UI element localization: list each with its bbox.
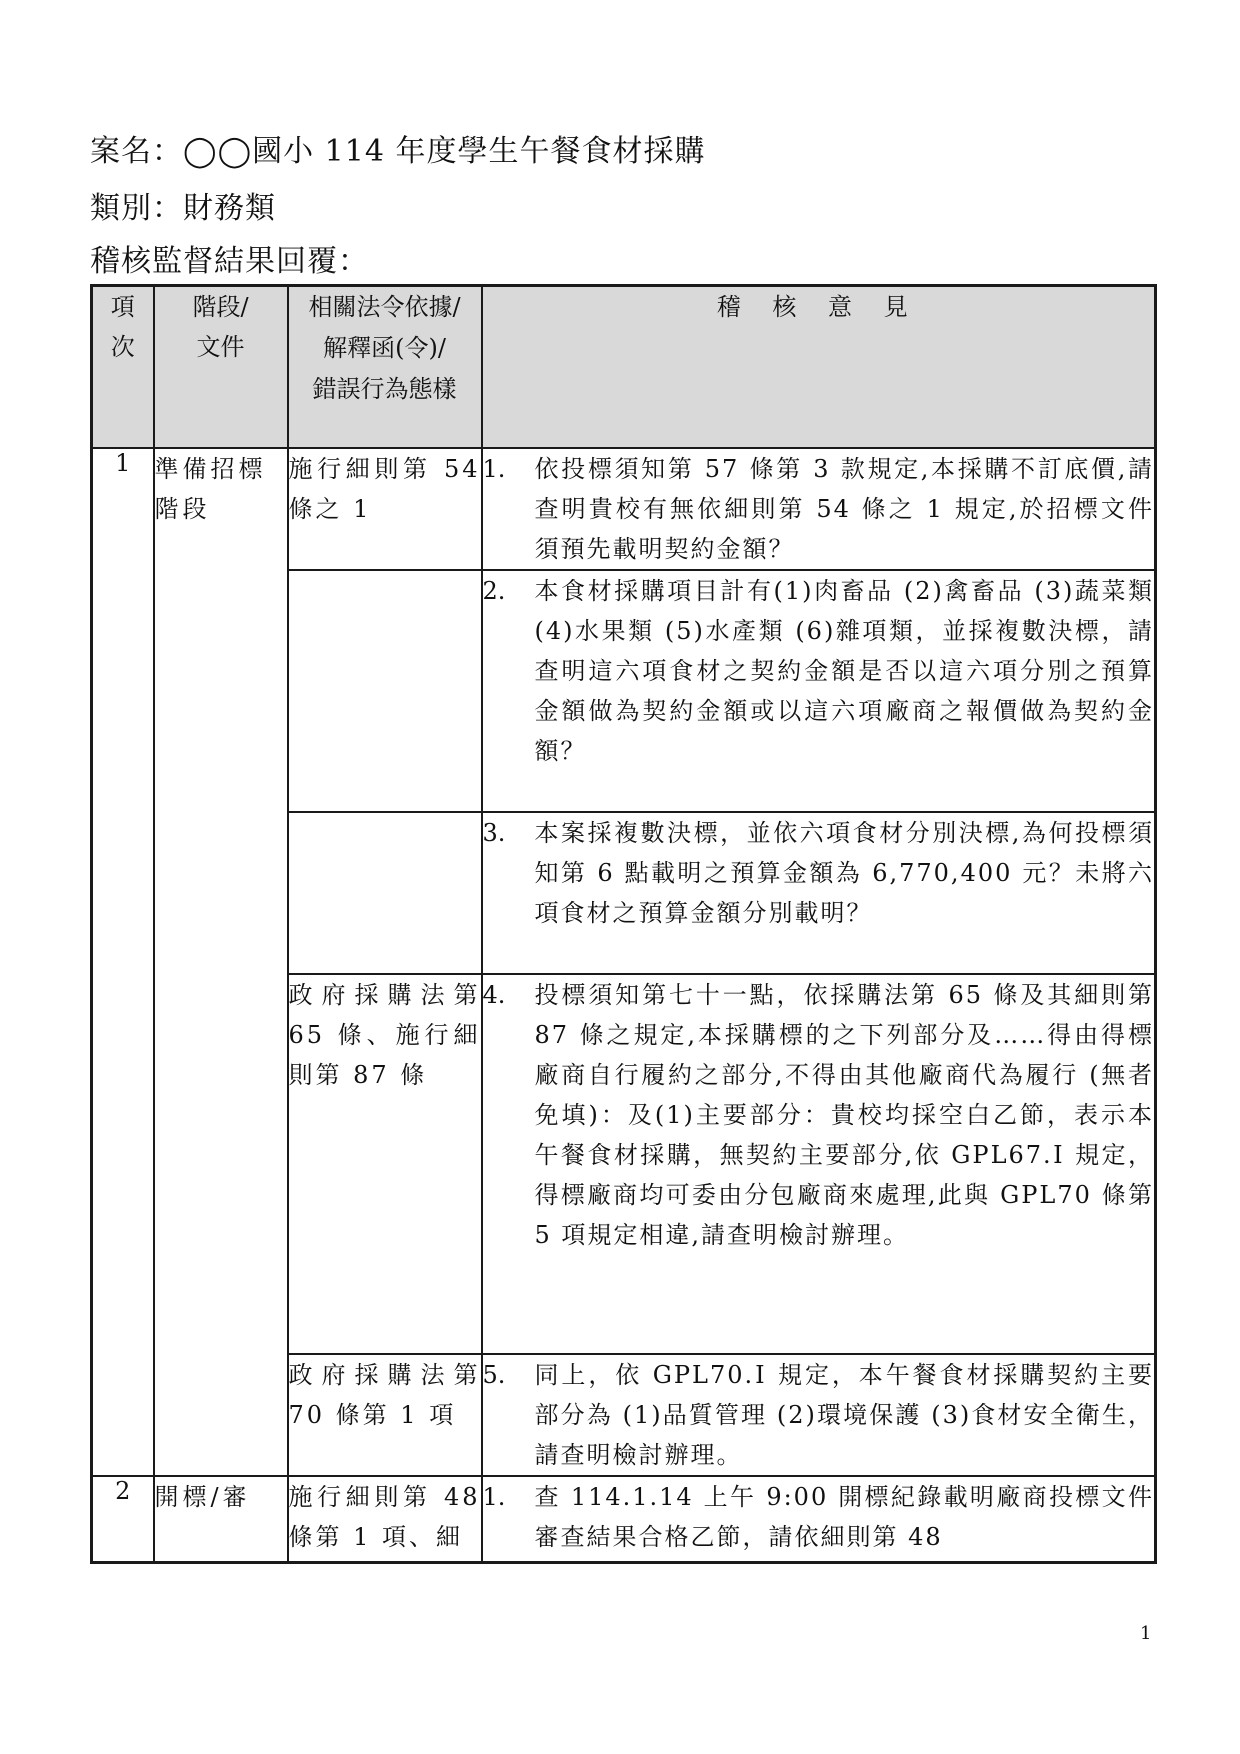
opinion-cell	[482, 448, 1156, 570]
opinion-text: 依投標須知第 57 條第 3 款規定,本採購不訂底價,請查明貴校有無依細則第 54 條之 1 規定,於招標文件須預先載明契約金額？	[534, 455, 1154, 563]
opinion-number: 1.	[482, 455, 506, 483]
law-basis-cell	[288, 570, 482, 812]
opinion-text: 查 114.1.14 上午 9:00 開標紀錄載明廠商投標文件審查結果合格乙節，請依細則第 48	[534, 1483, 1154, 1551]
category: 類別：財務類	[90, 191, 276, 226]
header-item-line2: 次	[110, 333, 135, 361]
opinion-text: 投標須知第七十一點，依採購法第 65 條及其細則第 87 條之規定,本採購標的之下列部分及……得由得標廠商自行履約之部分,不得由其他廠商代為履行 (無者免填)：及(1)主要部分：貴校均採空白乙節，表示本午餐食材採購，無契約主要部分,依 GPL67.Ⅰ 規定，得標廠商均可委由分包廠商來處理,此與 GPL70 條第 5 項規定相違,請查明檢討辦理。	[534, 981, 1154, 1249]
header-law-line3: 錯誤行為態樣	[312, 375, 457, 403]
audit-table	[90, 284, 1157, 1564]
table-row	[92, 1476, 1156, 1562]
header-audit-opinion: 稽 核 意 見	[482, 286, 1156, 449]
table-header-row	[92, 286, 1156, 449]
law-basis-cell: 施行細則第 48 條第 1 項、細	[288, 1476, 482, 1562]
item-number: 2	[92, 1476, 154, 1562]
opinion-cell	[482, 570, 1156, 812]
opinion-cell	[482, 974, 1156, 1354]
header-item-no	[92, 286, 154, 449]
table-row	[92, 448, 1156, 570]
result-title: 稽核監督結果回覆：	[90, 244, 369, 279]
header-law-line2: 解釋函(令)/	[323, 334, 446, 362]
page-number: 1	[1140, 1623, 1152, 1644]
header-stage-line2: 文件	[196, 333, 245, 361]
opinion-number: 4.	[482, 981, 506, 1009]
header-stage-line1: 階段/	[192, 293, 249, 321]
opinion-cell	[482, 1354, 1156, 1476]
header-stage	[154, 286, 288, 449]
opinion-number: 2.	[482, 577, 506, 605]
opinion-number: 1.	[482, 1483, 506, 1511]
header-law-line1: 相關法令依據/	[308, 293, 461, 321]
law-basis-cell	[288, 812, 482, 974]
stage-cell: 準備招標階段	[154, 448, 288, 1476]
opinion-cell	[482, 1476, 1156, 1562]
case-name: 案名：◯◯國小 114 年度學生午餐食材採購	[90, 134, 706, 169]
stage-cell: 開標/審	[154, 1476, 288, 1562]
law-basis-cell: 施行細則第 54 條之 1	[288, 448, 482, 570]
opinion-text: 本案採複數決標，並依六項食材分別決標,為何投標須知第 6 點載明之預算金額為 6,770,400 元？未將六項食材之預算金額分別載明？	[534, 819, 1154, 927]
opinion-text: 同上，依 GPL70.Ⅰ 規定，本午餐食材採購契約主要部分為 (1)品質管理 (2)環境保護 (3)食材安全衛生，請查明檢討辦理。	[534, 1361, 1154, 1469]
law-basis-cell: 政府採購法第 70 條第 1 項	[288, 1354, 482, 1476]
opinion-number: 5.	[482, 1361, 506, 1389]
opinion-cell	[482, 812, 1156, 974]
opinion-text: 本食材採購項目計有(1)肉畜品 (2)禽畜品 (3)蔬菜類 (4)水果類 (5)水產類 (6)雜項類，並採複數決標，請查明這六項食材之契約金額是否以這六項分別之預算金額做為契約金額或以這六項廠商之報價做為契約金額？	[534, 577, 1154, 765]
header-item-line1: 項	[110, 293, 135, 321]
header-law-basis	[288, 286, 482, 449]
law-basis-cell: 政府採購法第 65 條、施行細則第 87 條	[288, 974, 482, 1354]
item-number: 1	[92, 448, 154, 1476]
opinion-number: 3.	[482, 819, 506, 847]
